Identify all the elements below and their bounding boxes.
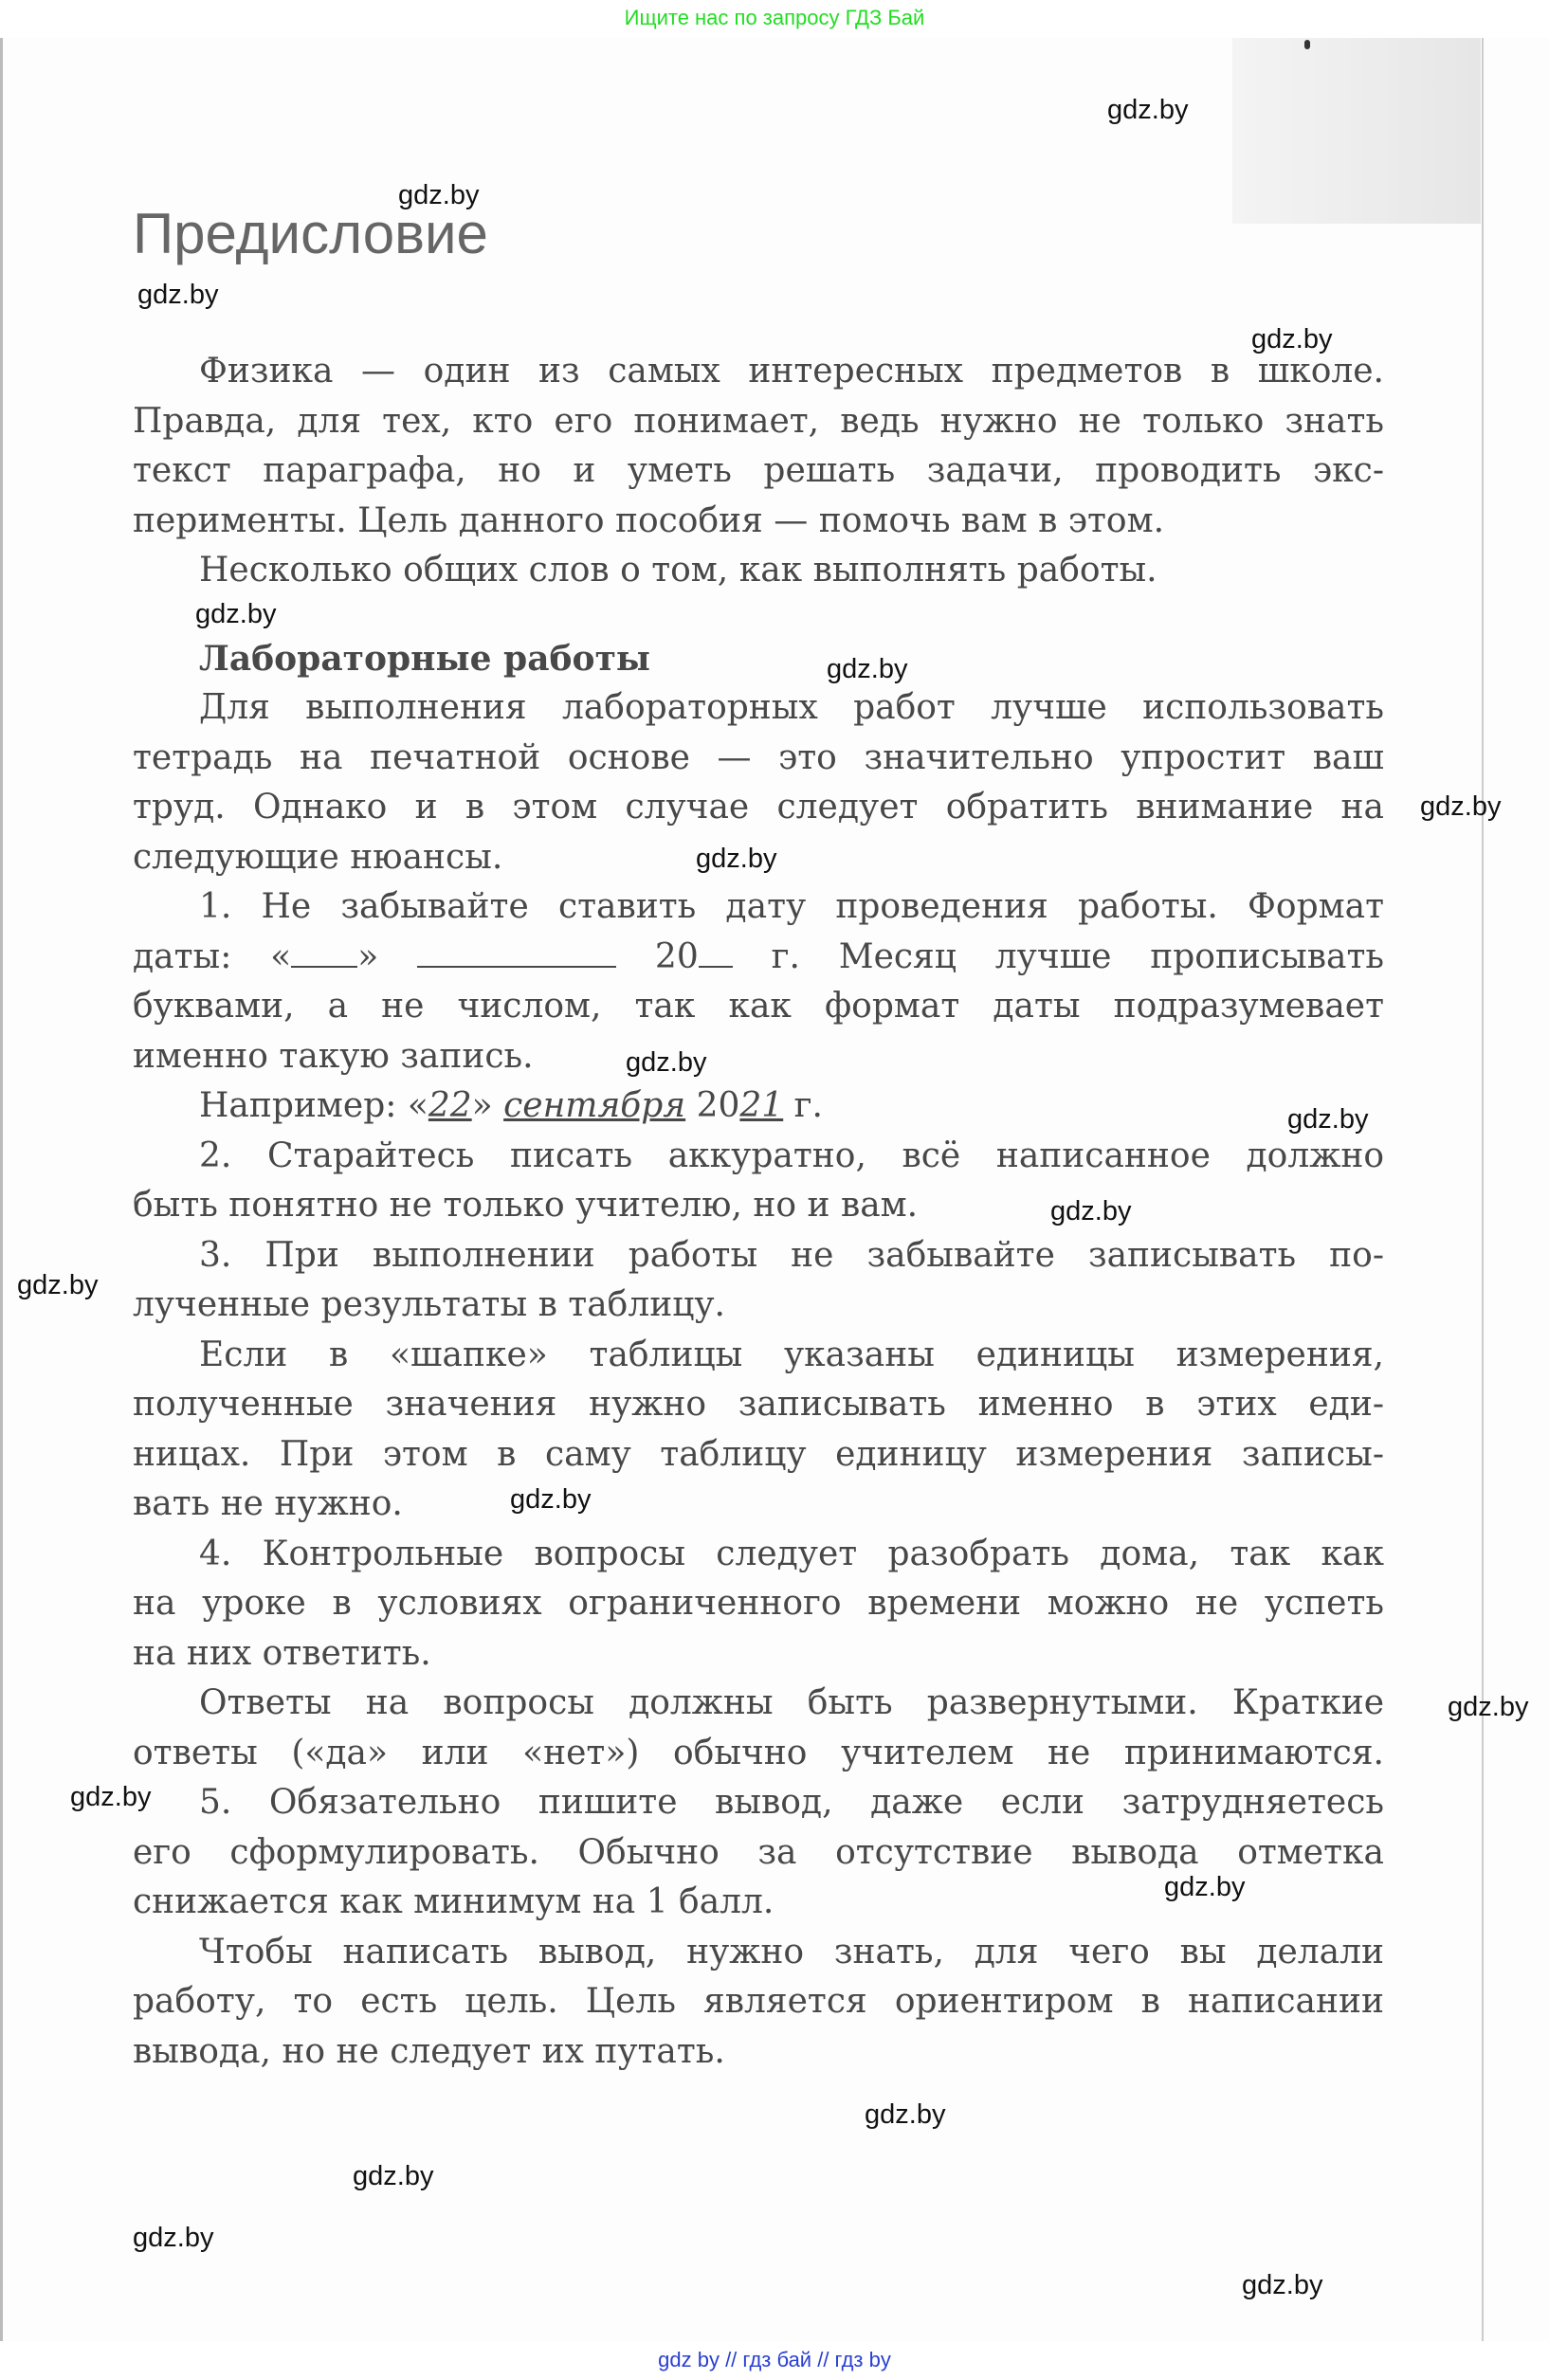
watermark: gdz.by (70, 1782, 152, 1812)
fill-in-blank (291, 937, 357, 968)
text-segment: г. Месяц лучше прописывать (732, 936, 1384, 976)
watermark: gdz.by (195, 599, 277, 629)
text-segment: 21 (739, 1086, 784, 1125)
text-line: Правда, для тех, кто его понимает, ведь нужно не только знать (133, 401, 1384, 441)
page-bleed-shadow (1232, 38, 1481, 224)
text-segment: г. (783, 1086, 823, 1125)
section-heading: Лабораторные работы (199, 638, 650, 679)
watermark: gdz.by (353, 2161, 434, 2191)
text-line: на уроке в условиях ограниченного времени можно не успеть (133, 1584, 1384, 1623)
text-segment: 22 (428, 1086, 472, 1125)
watermark: gdz.by (626, 1047, 707, 1078)
watermark: gdz.by (1251, 324, 1333, 354)
text-line: 3. При выполнении работы не забывайте записывать по- (199, 1235, 1384, 1275)
text-line: на них ответить. (133, 1633, 431, 1673)
text-segment: сентября (503, 1086, 686, 1125)
text-line: 5. Обязательно пишите вывод, даже если затрудняетесь (199, 1783, 1384, 1822)
watermark: gdz.by (1107, 95, 1189, 125)
text-line: полученные значения нужно записывать именно в этих еди- (133, 1385, 1384, 1424)
text-line: его сформулировать. Обычно за отсутствие вывода отметка (133, 1832, 1384, 1872)
text-line: труд. Однако и в этом случае следует обратить внимание на (133, 788, 1384, 827)
watermark: gdz.by (510, 1484, 592, 1515)
text-line: 4. Контрольные вопросы следует разобрать дома, так как (199, 1534, 1384, 1573)
text-line (133, 933, 1384, 983)
watermark: gdz.by (133, 2223, 214, 2253)
text-line: следующие нюансы. (133, 837, 503, 877)
text-line: снижается как минимум на 1 балл. (133, 1882, 774, 1921)
text-line: вать не нужно. (133, 1484, 403, 1523)
text-line: 1. Не забывайте ставить дату проведения работы. Формат (199, 887, 1384, 926)
search-banner[interactable]: Ищите нас по запросу ГДЗ Бай (624, 6, 925, 29)
text-line (133, 1081, 1384, 1132)
text-line: Чтобы написать вывод, нужно знать, для чего вы делали (199, 1932, 1384, 1971)
text-line: буквами, а не числом, так как формат даты подразумевает (133, 987, 1384, 1026)
text-line: Если в «шапке» таблицы указаны единицы измерения, (199, 1335, 1384, 1374)
text-line: ницах. При этом в саму таблицу единицу измерения записы- (133, 1434, 1384, 1474)
watermark: gdz.by (1242, 2270, 1323, 2300)
text-line: тетрадь на печатной основе — это значительно упростит ваш (133, 737, 1384, 777)
text-line: ответы («да» или «нет») обычно учителем не принимаются. (133, 1733, 1384, 1772)
text-segment: даты: « (133, 936, 292, 976)
page-edge-right (1482, 38, 1484, 2341)
page-title: Предисловие (133, 202, 488, 265)
footer-links[interactable]: gdz by // гдз бай // гдз by (0, 2341, 1549, 2380)
text-line: текст параграфа, но и уметь решать задачи, проводить экс- (133, 451, 1384, 490)
watermark: gdz.by (1164, 1872, 1246, 1902)
text-line: лученные результаты в таблицу. (133, 1285, 725, 1324)
text-line: именно такую запись. (133, 1036, 534, 1076)
watermark: gdz.by (137, 280, 219, 310)
body-text (133, 347, 1384, 2077)
watermark: gdz.by (17, 1270, 99, 1300)
watermark: gdz.by (827, 654, 908, 684)
ink-dot (1304, 40, 1310, 49)
text-segment: Например: « (199, 1086, 428, 1125)
watermark: gdz.by (1050, 1196, 1132, 1226)
text-line: Физика — один из самых интересных предметов в школе. (199, 352, 1384, 391)
text-line: работу, то есть цель. Цель является ориентиром в написании (133, 1982, 1384, 2021)
watermark: gdz.by (1287, 1104, 1369, 1135)
text-line: быть понятно не только учителю, но и вам. (133, 1186, 919, 1225)
text-line: перименты. Цель данного пособия — помочь вам в этом. (133, 500, 1165, 540)
text-line: Ответы на вопросы должны быть развернутыми. Краткие (199, 1683, 1384, 1722)
text-line: Несколько общих слов о том, как выполнять работы. (199, 551, 1157, 590)
watermark: gdz.by (865, 2099, 946, 2130)
text-line: Для выполнения лабораторных работ лучше использовать (199, 688, 1384, 727)
text-segment: 20 (616, 936, 699, 976)
page-edge-left (0, 38, 3, 2341)
watermark: gdz.by (696, 844, 777, 874)
watermark: gdz.by (1420, 791, 1502, 822)
fill-in-blank (699, 937, 733, 968)
text-segment: » (357, 936, 418, 976)
fill-in-blank (417, 937, 616, 968)
text-segment: » (471, 1086, 504, 1125)
watermark: gdz.by (1448, 1692, 1529, 1722)
text-line: 2. Старайтесь писать аккуратно, всё написанное должно (199, 1135, 1384, 1175)
watermark: gdz.by (398, 180, 480, 210)
text-segment: 20 (685, 1086, 740, 1125)
text-line: вывода, но не следует их путать. (133, 2031, 725, 2071)
